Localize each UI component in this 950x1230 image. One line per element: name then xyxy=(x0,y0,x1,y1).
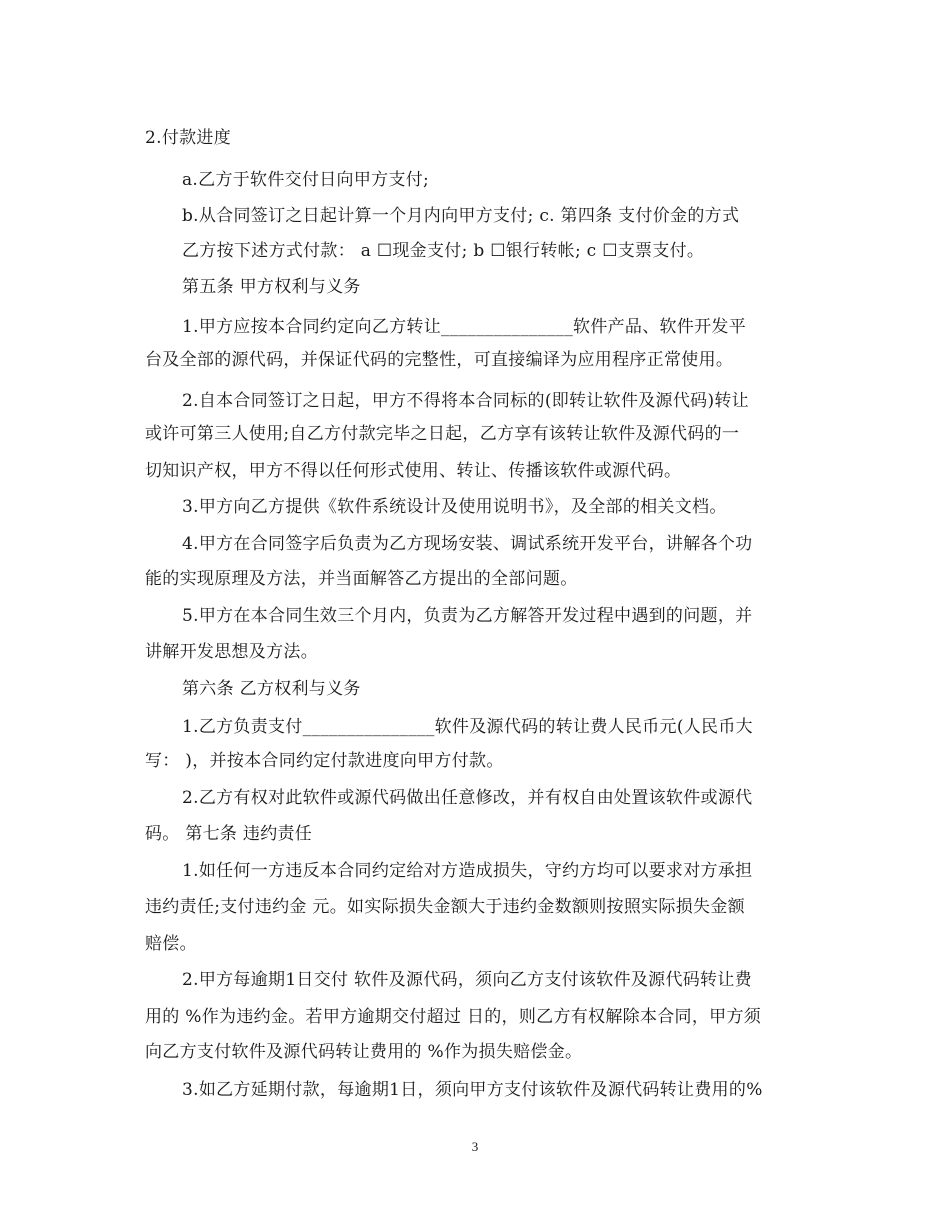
text-line: 用的 %作为违约金。若甲方逾期交付超过 日的，则乙方有权解除本合同，甲方须 xyxy=(145,1007,762,1027)
text-line: 2.甲方每逾期1日交付 软件及源代码，须向乙方支付该软件及源代码转让费 xyxy=(182,970,752,990)
text-line: 能的实现原理及方法，并当面解答乙方提出的全部问题。 xyxy=(145,569,578,589)
section-heading-payment-schedule: 2.付款进度 xyxy=(145,128,232,148)
text-line: 2.自本合同签订之日起，甲方不得将本合同标的(即转让软件及源代码)转让 xyxy=(182,391,749,411)
text-line: a.乙方于软件交付日向甲方支付; xyxy=(182,170,430,190)
text-line: 1.甲方应按本合同约定向乙方转让_______________软件产品、软件开发平 xyxy=(182,317,747,337)
text-line: b.从合同签订之日起计算一个月内向甲方支付; c. 第四条 支付价金的方式 xyxy=(182,206,740,226)
text-line: 向乙方支付软件及源代码转让费用的 %作为损失赔偿金。 xyxy=(145,1042,583,1062)
article-heading-5: 第五条 甲方权利与义务 xyxy=(182,277,361,297)
text-line: 或许可第三人使用;自乙方付款完毕之日起，乙方享有该转让软件及源代码的一 xyxy=(145,424,740,444)
page-number: 3 xyxy=(471,1139,479,1154)
text-line: 3.如乙方延期付款，每逾期1日，须向甲方支付该软件及源代码转让费用的% xyxy=(182,1080,763,1100)
text-line: 切知识产权，甲方不得以任何形式使用、转让、传播该软件或源代码。 xyxy=(145,461,682,481)
text-line: 台及全部的源代码，并保证代码的完整性，可直接编译为应用程序正常使用。 xyxy=(145,350,734,370)
text-line: 1.乙方负责支付_______________软件及源代码的转让费人民币元(人民币大 xyxy=(182,717,753,737)
text-line: 乙方按下述方式付款： a ☐现金支付; b ☐银行转帐; c ☐支票支付。 xyxy=(182,241,705,261)
text-line: 3.甲方向乙方提供《软件系统设计及使用说明书》，及全部的相关文档。 xyxy=(182,497,727,517)
text-line: 1.如任何一方违反本合同约定给对方造成损失，守约方均可以要求对方承担 xyxy=(182,861,753,881)
text-line: 写： )，并按本合同约定付款进度向甲方付款。 xyxy=(145,751,504,771)
text-line: 违约责任;支付违约金 元。如实际损失金额大于违约金数额则按照实际损失金额 xyxy=(145,897,745,917)
text-line: 2.乙方有权对此软件或源代码做出任意修改，并有权自由处置该软件或源代 xyxy=(182,788,753,808)
text-line: 码。 第七条 违约责任 xyxy=(145,824,313,844)
text-line: 讲解开发思想及方法。 xyxy=(145,642,318,662)
text-line: 5.甲方在本合同生效三个月内，负责为乙方解答开发过程中遇到的问题，并 xyxy=(182,606,753,626)
text-line: 4.甲方在合同签字后负责为乙方现场安装、调试系统开发平台，讲解各个功 xyxy=(182,534,753,554)
article-heading-6: 第六条 乙方权利与义务 xyxy=(182,679,361,699)
text-line: 赔偿。 xyxy=(145,934,197,954)
